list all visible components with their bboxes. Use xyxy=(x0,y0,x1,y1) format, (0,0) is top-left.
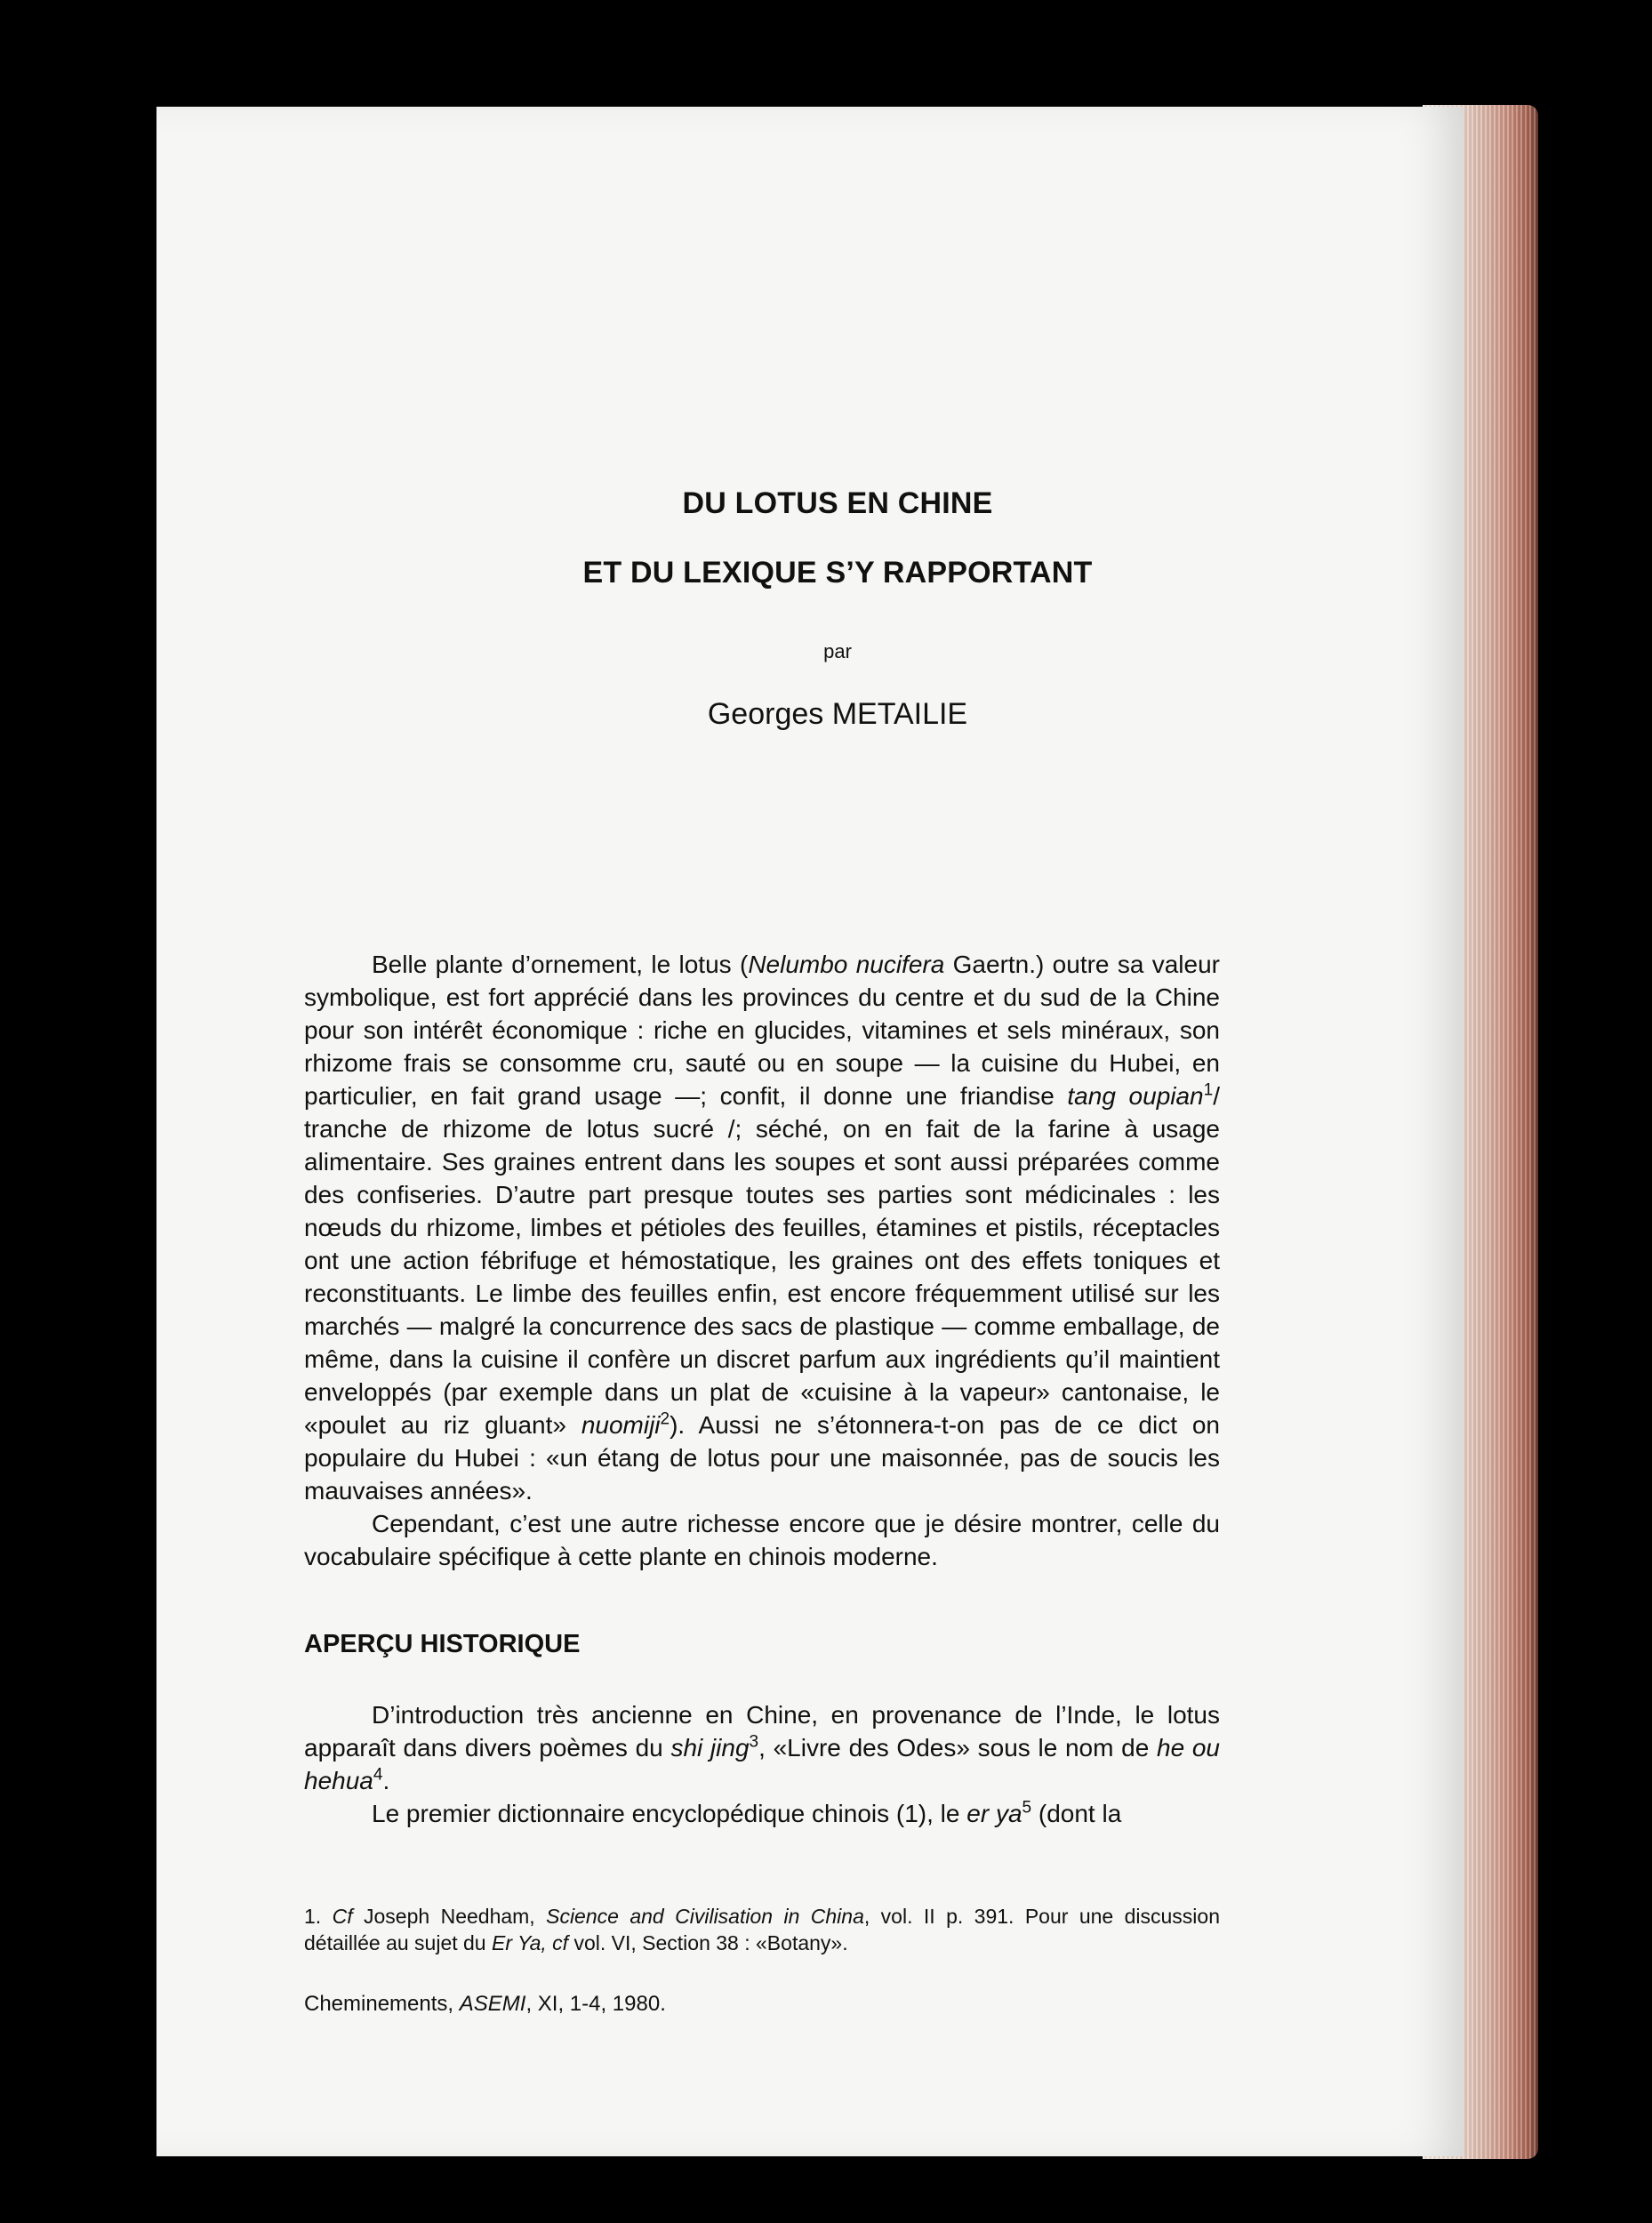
article-title-line1: DU LOTUS EN CHINE xyxy=(682,486,993,520)
history-paragraph-1: D’introduction très ancienne en Chine, en provenance de l’Inde, le lotus apparaît dans divers poèmes du shi jing$^3$, «Livre des Odes» sous le nom de he ou hehua$^4$. xyxy=(304,1701,1220,1794)
footnote-ref-4: 4 xyxy=(373,1765,383,1785)
footnote-ref-2: 2 xyxy=(660,1409,670,1429)
history-paragraph-2: Le premier dictionnaire encyclopédique chinois (1), le er $ya^5$ (dont la xyxy=(372,1798,1122,1827)
term-nuomiji: nuomiji xyxy=(581,1411,661,1439)
footnote-1: 1. Cf Joseph Needham, Science and Civilisation in China, vol. II p. 391. Pour une discussion détaillée au sujet du Er Ya, cf vol. VI, Section 38 : «Botany». xyxy=(304,1905,1220,1954)
section-heading-historique: APERÇU HISTORIQUE xyxy=(304,1630,581,1658)
footnote-ref-5: 5 xyxy=(1022,1798,1032,1818)
term-shi-jing: shi jing xyxy=(670,1734,750,1762)
footnote-ref-3: 3 xyxy=(749,1732,759,1752)
intro-paragraph-2: Cependant, c’est une autre richesse encore que je désire montrer, celle du vocabulaire spécifique à cette plante en chinois moderne. xyxy=(304,1510,1220,1570)
journal-name: ASEMI xyxy=(459,1992,526,2016)
term-er-ya: er ya xyxy=(966,1800,1022,1827)
journal-citation: Cheminements, ASEMI, XI, 1-4, 1980. xyxy=(304,1992,666,2016)
intro-paragraph-1: Belle plante d’ornement, le lotus (Nelumbo nucifera Gaertn.) outre sa valeur symbolique, est fort apprécié dans les provinces du centre et du sud de la Chine pour son intérêt économique : riche en glucides, vitamines et sels minéraux, son rhizome frais se consomme cru, sauté ou en soupe — la cuisine du Hubei, en particulier, en fait grand usage —; confit, il donne une friandise tang oupian$^1$/ tranche de rhizome de lotus sucré /; séché, on en fait de la farine à usage alimentaire. Ses graines entrent dans les soupes et sont aussi préparées comme des confiseries. D’autre part presque toutes ses parties sont médicinales : les nœuds du rhizome, limbes et pétioles des feuilles, étamines et pistils, réceptacles ont une action fébrifuge et hémostatique, les graines ont des effets toniques et reconstituants. Le limbe des feuilles enfin, est encore fréquemment utilisé sur les marchés — malgré la concurrence des sacs de plastique — comme emballage, de même, dans la cuisine il confère un discret parfum aux ingrédients qu’il maintient enveloppés (par exemple dans un plat de «cuisine à la vapeur» cantonaise, le «poulet au riz gluant» nuomiji$^2$). Aussi ne s’étonnera-t-on pas de ce dict on populaire du Hubei : «un étang de lotus pour une maisonnée, pas de soucis les mauvaises années». xyxy=(304,951,1221,1505)
footnote-ref-1: 1 xyxy=(1203,1080,1214,1100)
term-tang-oupian: tang oupian xyxy=(1067,1082,1204,1110)
species-name: Nelumbo nucifera xyxy=(748,951,945,978)
book-title: Science and Civilisation in China xyxy=(546,1905,864,1928)
term-he-hehua: he ou hehua xyxy=(304,1734,1220,1794)
byline-par: par xyxy=(823,640,852,662)
author-name: Georges METAILIE xyxy=(707,697,968,731)
book-page xyxy=(156,107,1464,2156)
history-section xyxy=(304,1698,1220,1830)
intro-section xyxy=(304,948,1220,1573)
article-title-line2: ET DU LEXIQUE S’Y RAPPORTANT xyxy=(582,556,1093,590)
